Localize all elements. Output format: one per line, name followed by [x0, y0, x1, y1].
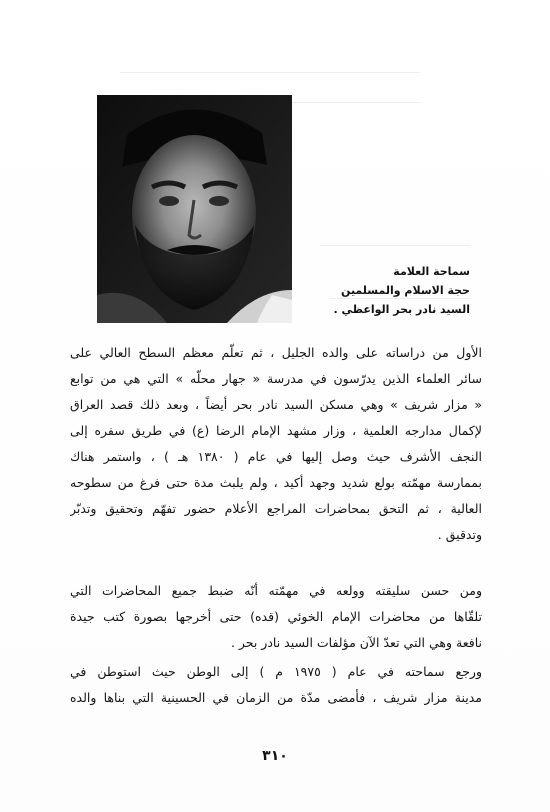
text-line: الأول من دراساته على والده الجليل ، ثم تعلّم معظم السطح العالي على — [70, 345, 482, 360]
text-line: النجف الأشرف حيث وصل إليها في عام ( ١٣٨٠ هـ ) ، واستمر هناك — [70, 449, 482, 464]
text-line: ومن حسن سليقته وولعه في مهمّته أنّه ضبط جميع المحاضرات التي — [70, 583, 482, 598]
text-line: ورجع سماحته في عام ( ١٩٧٥ م ) إلى الوطن حيث استوطن في — [70, 664, 482, 679]
paragraph-2 — [70, 578, 482, 656]
caption-line: حجة الاسلام والمسلمين — [341, 284, 470, 297]
text-line: وتدقيق . — [437, 527, 482, 542]
paragraph-3 — [70, 659, 482, 711]
portrait-caption — [300, 262, 470, 319]
text-line: العالية ، ثم التحق بمحاضرات المراجع الأعلام حضور تفهّم وتحقيق وتدبّر — [70, 501, 482, 516]
text-line: لإكمال مدارجه العلمية ، وزار مشهد الإمام الرضا (ع) في طريق سفره إلى — [70, 423, 482, 438]
text-line: نافعة وهي التي تعدّ الآن مؤلفات السيد نادر بحر . — [230, 635, 482, 650]
text-line: سائر العلماء الذين يدرّسون في مدرسة « جهار محلّه » التي هي من توابع — [70, 371, 482, 386]
text-line: بممارسة مهمّته بولع شديد وجهد أكيد ، ولم يلبث مدة حتى فرغ من سطوحه — [70, 475, 482, 490]
bleed-through-line — [320, 245, 470, 246]
caption-line: السيد نادر بحر الواعظي . — [333, 303, 470, 316]
portrait-photo — [97, 95, 292, 323]
caption-line: سماحة العلامة — [393, 265, 470, 278]
paragraph-1 — [70, 340, 482, 548]
bleed-through-line — [120, 72, 420, 73]
text-line: « مزار شريف » وهي مسكن السيد نادر بحر أيضاً ، وبعد ذلك قصد العراق — [70, 397, 482, 412]
text-line: تلقّاها من محاضرات الإمام الخوئي (قده) حتى أخرجها بصورة كتب جيدة — [70, 609, 482, 624]
text-line: مدينة مزار شريف ، فأمضى مدّة من الزمان في الحسينية التي بناها والده — [70, 690, 482, 705]
page-number: ٣١٠ — [262, 748, 288, 764]
